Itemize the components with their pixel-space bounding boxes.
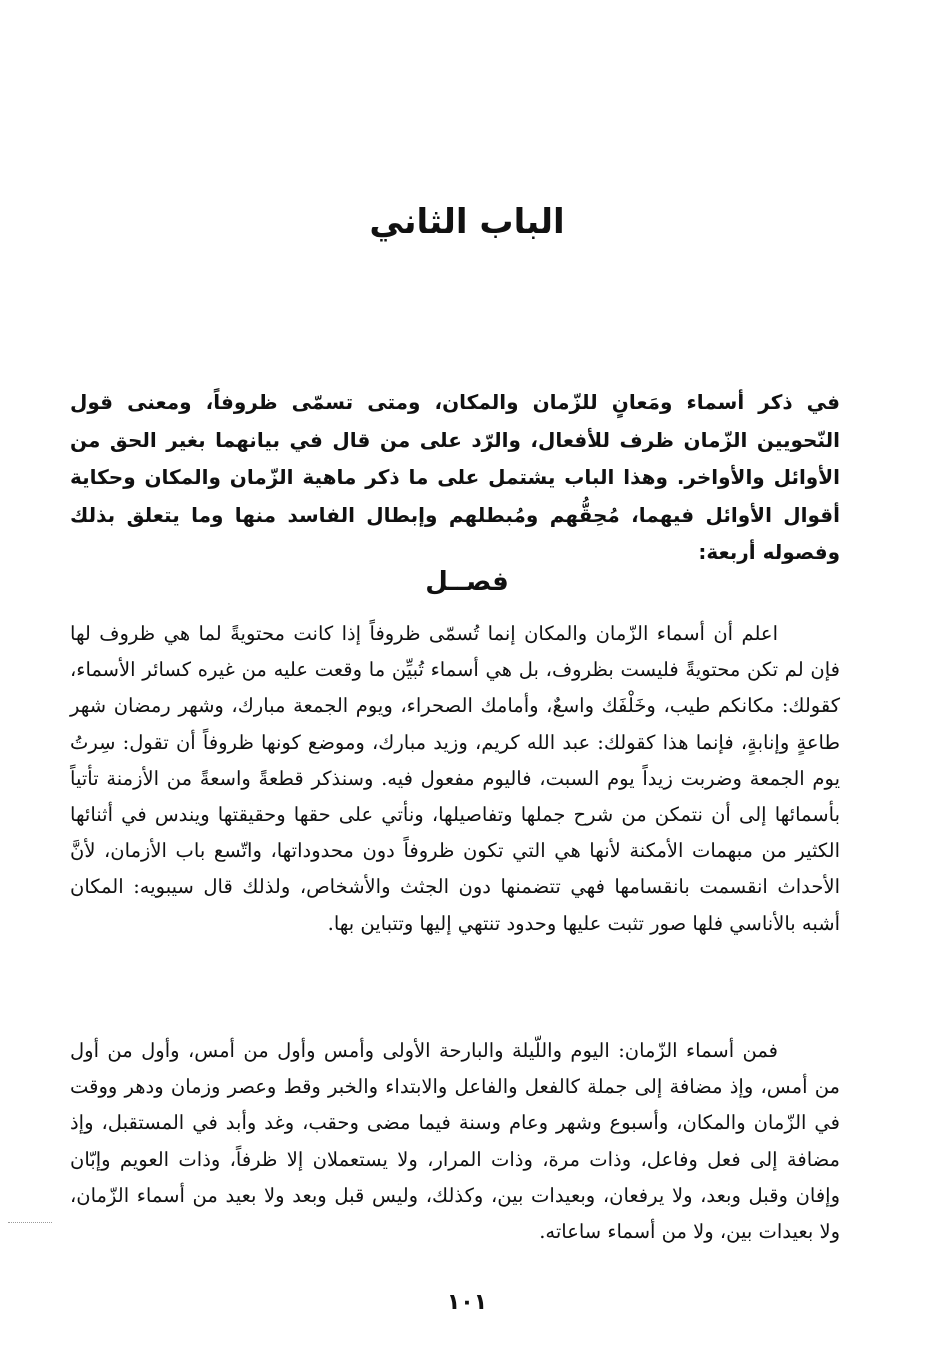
body-paragraph: فمن أسماء الزّمان: اليوم واللّيلة والبارحة الأولى وأمس وأول من أمس، وأول من أول من أمس، وإذ مضافة إلى جملة كالفعل والفاعل والابتداء والخبر وقط وعصر وزمان ودهر ووقت في الزّمان والمكان، وأسبوع وشهر وعام وسنة فيما مضى وحقب، وغد وأبد في المستقبل، وإذ مضافة إلى فعل وفاعل، وذات مرة، وذات المرار، ولا يستعملان إلا ظرفاً، وذات العويم وإبّان وإفان وقبل وبعد، ولا يرفعان، وبعيدات بين، وكذلك، وليس قبل وبعد ولا بعيد من أسماء الزّمان، ولا بعيدات بين، ولا من أسماء ساعاته. bbox=[70, 1039, 840, 1244]
chapter-intro: في ذكر أسماء ومَعانٍ للزّمان والمكان، ومتى تسمّى ظروفاً، ومعنى قول النّحويين الزّمان ظرف للأفعال، والرّد على من قال في بيانهما بغير الحق من الأوائل والأواخر. وهذا الباب يشتمل على ما ذكر ماهية الزّمان والمكان وحكاية أقوال الأوائل فيهما، مُحِقُّهم ومُبطلهم وإبطال الفاسد منها وما يتعلق بذلك وفصوله أربعة: bbox=[70, 390, 840, 564]
body-paragraph: اعلم أن أسماء الزّمان والمكان إنما تُسمّى ظروفاً إذا كانت محتويةً لما هي ظروف لها فإن لم تكن محتويةً فليست بظروف، بل هي أسماء تُبيِّن ما وقعت عليه من غيره كسائر الأسماء، كقولك: مكانكم طيب، وخَلْفَك واسعٌ، وأمامك الصحراء، ويوم الجمعة مبارك، وشهر رمضان شهر طاعةٍ وإنابةٍ، فإنما هذا كقولك: عبد الله كريم، وزيد مبارك، وموضع كونها ظروفاً أن تقول: سِرتُ يوم الجمعة وضربت زيداً يوم السبت، فاليوم مفعول فيه. وسنذكر قطعةً واسعةً من الأزمنة تأتياً بأسمائها إلى أن نتمكن من شرح جملها وتفاصيلها، ونأتي على حقها وحقيقتها ويندس في أثنائها الكثير من مبهمات الأمكنة لأنها هي التي تكون ظروفاً دون محدوداتها، واتّسع باب الأزمان، لأنَّ الأحداث انقسمت بانقسامها فهي تتضمنها دون الجثث والأشخاص، ولذلك قال سيبويه: المكان أشبه بالأناسي فلها صور تثبت عليها وحدود تنتهي إليها وتتباين بها. bbox=[70, 622, 840, 935]
margin-dotted-line bbox=[8, 1222, 52, 1223]
section-heading: فصــل bbox=[425, 567, 509, 597]
page-number: ١٠١ bbox=[446, 1290, 488, 1315]
chapter-title: الباب الثاني bbox=[369, 202, 565, 242]
